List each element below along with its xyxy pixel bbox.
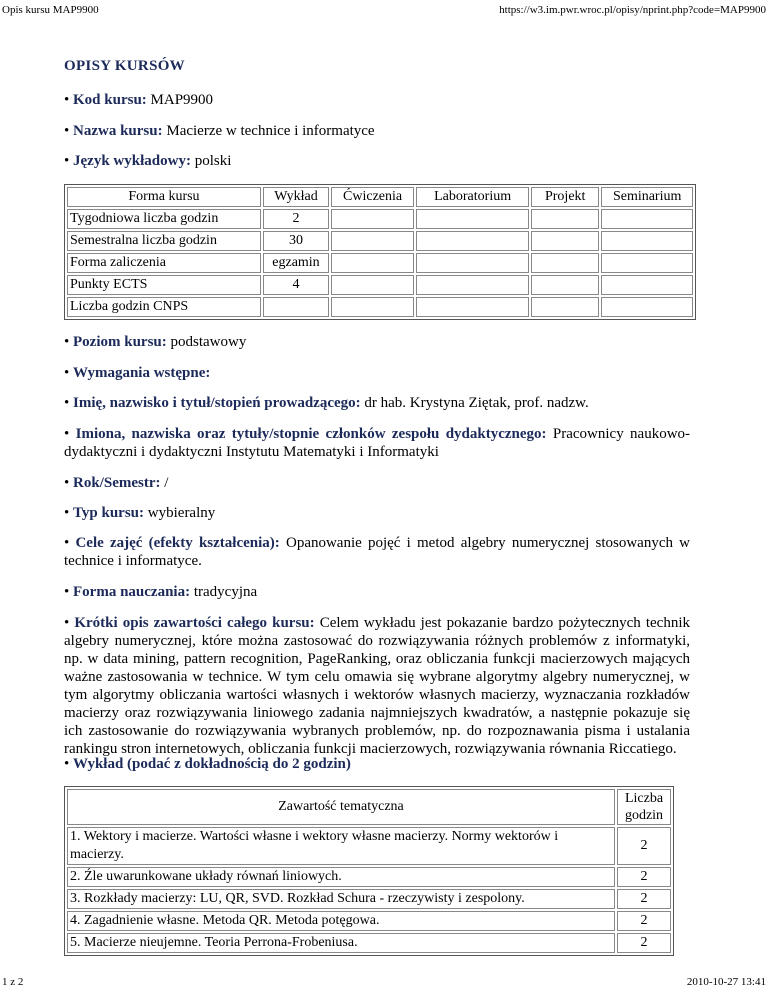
table-cell: 4. Zagadnienie własne. Metoda QR. Metoda potęgowa.: [67, 911, 615, 931]
table-row: [67, 253, 693, 273]
field-jezyk: • Język wykładowy: polski: [64, 153, 232, 169]
table-cell: Semestralna liczba godzin: [67, 231, 261, 251]
print-page-title: Opis kursu MAP9900: [2, 4, 99, 16]
table-cell: [263, 297, 329, 317]
table-cell: 2: [617, 867, 671, 887]
table-header-cell: Zawartość tematyczna: [67, 789, 615, 825]
field-opis: • Krótki opis zawartości całego kursu: Celem wykładu jest pokazanie bardzo pożytecznych technik algebry numerycznej, które można zastosować do rozwiązywania różnych problemów z informatyki, np. w data mining, pattern recognition, PageRanking, oraz obliczania funkcji macierzowych mających ważne zastosowania w technice. W tym celu omawia się wybrane algorytmy algebry numerycznej, w tym algorytmy obliczania wartości własnych i wektorów własnych macierzy, wyznaczania rozkładów macierzy oraz rozwiązywania liniowego zadania najmniejszych kwadratów, a następnie pokazuje się ich zastosowanie do rozwiązywania wybranych problemów, np. do rozpoznawania pisma i ustalania rankingu stron internetowych, obliczania funkcji macierzowych, rozwiązywania równania Riccatiego.: [64, 615, 691, 757]
table-row: [67, 889, 671, 909]
field-value: Opanowanie pojęć i metod algebry numerycznej stosowanych w technice i informatyce.: [64, 535, 691, 569]
field-label: Forma nauczania:: [73, 584, 191, 600]
field-label: Wymagania wstępne:: [73, 365, 211, 381]
table-cell: egzamin: [263, 253, 329, 273]
field-label: Cele zajęć (efekty kształcenia):: [75, 535, 280, 551]
table-cell: 2: [617, 827, 671, 865]
field-value: Macierze w technice i informatyce: [166, 123, 375, 139]
field-label: Rok/Semestr:: [73, 475, 161, 491]
table-cell: 2: [617, 889, 671, 909]
field-value: wybieralny: [147, 505, 216, 521]
field-value: tradycyjna: [193, 584, 258, 600]
print-url: https://w3.im.pwr.wroc.pl/opisy/nprint.php?code=MAP9900: [499, 4, 766, 16]
field-label: Poziom kursu:: [73, 334, 167, 350]
field-value: dr hab. Krystyna Ziętak, prof. nadzw.: [364, 395, 589, 411]
table-cell: 30: [263, 231, 329, 251]
field-kod: • Kod kursu: MAP9900: [64, 92, 214, 108]
field-value: /: [164, 475, 169, 491]
table-header-cell: Wykład: [263, 187, 329, 207]
print-datetime: 2010-10-27 13:41: [686, 976, 766, 988]
page-title: OPISY KURSÓW: [64, 58, 185, 74]
field-label: Imiona, nazwiska oraz tytuły/stopnie członków zespołu dydaktycznego:: [75, 426, 547, 442]
table-cell: 5. Macierze nieujemne. Teoria Perrona-Frobeniusa.: [67, 933, 615, 953]
table-cell: Punkty ECTS: [67, 275, 261, 295]
table-row: [67, 933, 671, 953]
field-label: Język wykładowy:: [73, 153, 191, 169]
field-value: podstawowy: [170, 334, 247, 350]
field-forma: • Forma nauczania: tradycyjna: [64, 584, 258, 600]
table-cell: 2: [617, 911, 671, 931]
table-header-cell: Liczba godzin: [617, 789, 671, 825]
table-header-cell: Forma kursu: [67, 187, 261, 207]
page-number: 1 z 2: [2, 976, 24, 988]
field-label: Krótki opis zawartości całego kursu:: [74, 615, 315, 631]
field-typ: • Typ kursu: wybieralny: [64, 505, 216, 521]
table-cell: Liczba godzin CNPS: [67, 297, 261, 317]
field-label: Nazwa kursu:: [73, 123, 163, 139]
field-value: polski: [194, 153, 232, 169]
table-cell: Forma zaliczenia: [67, 253, 261, 273]
table-header-cell: Seminarium: [601, 187, 693, 207]
field-label: Imię, nazwisko i tytuł/stopień prowadzącego:: [73, 395, 361, 411]
table-header-row: [67, 789, 671, 825]
field-zespol: • Imiona, nazwiska oraz tytuły/stopnie członków zespołu dydaktycznego: Pracownicy naukowo-dydaktyczni i dydaktyczni Instytutu Matematyki i Informatyki: [64, 426, 691, 460]
field-nazwa: • Nazwa kursu: Macierze w technice i informatyce: [64, 123, 375, 139]
field-rok: • Rok/Semestr: /: [64, 475, 169, 491]
table-cell: 2: [263, 209, 329, 229]
table-row: [67, 275, 693, 295]
table-row: [67, 297, 693, 317]
field-poziom: • Poziom kursu: podstawowy: [64, 334, 247, 350]
table-header-cell: Laboratorium: [416, 187, 529, 207]
field-label: Kod kursu:: [73, 92, 147, 108]
table-header-cell: Projekt: [531, 187, 599, 207]
field-wyklad: • Wykład (podać z dokładnością do 2 godzin): [64, 756, 351, 772]
table-row: [67, 867, 671, 887]
table-cell: 2: [617, 933, 671, 953]
table-row: [67, 231, 693, 251]
table-cell: 3. Rozkłady macierzy: LU, QR, SVD. Rozkład Schura - rzeczywisty i zespolony.: [67, 889, 615, 909]
field-label: Typ kursu:: [73, 505, 145, 521]
field-value: MAP9900: [150, 92, 214, 108]
table-row: [67, 911, 671, 931]
field-label: Wykład (podać z dokładnością do 2 godzin): [73, 756, 351, 772]
field-value: Celem wykładu jest pokazanie bardzo pożytecznych technik algebry numerycznej, które można zastosować do rozwiązywania różnych problemów z informatyki, np. w data mining, pattern recognition, PageRanking, oraz obliczania funkcji macierzowych mających ważne zastosowania w technice. W tym celu omawia się wybrane algorytmy algebry numerycznej, w tym algorytmy obliczania wartości własnych i wektorów własnych macierzy, wyznaczania rozkładów macierzy oraz rozwiązywania liniowego zadania najmniejszych kwadratów, a następnie pokazuje się ich zastosowanie do rozwiązywania wybranych problemów, np. do rozpoznawania pisma i ustalania rankingu stron internetowych, obliczania funkcji macierzowych, rozwiązywania równania Riccatiego.: [64, 615, 691, 757]
lecture-table: [64, 786, 674, 956]
field-prowadzacy: • Imię, nazwisko i tytuł/stopień prowadzącego: dr hab. Krystyna Ziętak, prof. nadzw.: [64, 395, 589, 411]
table-row: [67, 209, 693, 229]
table-header-row: [67, 187, 693, 207]
course-form-table: [64, 184, 696, 320]
table-cell: 4: [263, 275, 329, 295]
field-wymagania: • Wymagania wstępne:: [64, 365, 211, 381]
table-cell: 2. Źle uwarunkowane układy równań liniowych.: [67, 867, 615, 887]
table-cell: 1. Wektory i macierze. Wartości własne i wektory własne macierzy. Normy wektorów i macierzy.: [67, 827, 615, 865]
table-row: [67, 827, 671, 865]
table-cell: Tygodniowa liczba godzin: [67, 209, 261, 229]
field-value: Pracownicy naukowo-dydaktyczni i dydaktyczni Instytutu Matematyki i Informatyki: [64, 426, 691, 460]
field-cele: • Cele zajęć (efekty kształcenia): Opanowanie pojęć i metod algebry numerycznej stosowanych w technice i informatyce.: [64, 535, 691, 569]
table-header-cell: Ćwiczenia: [331, 187, 414, 207]
